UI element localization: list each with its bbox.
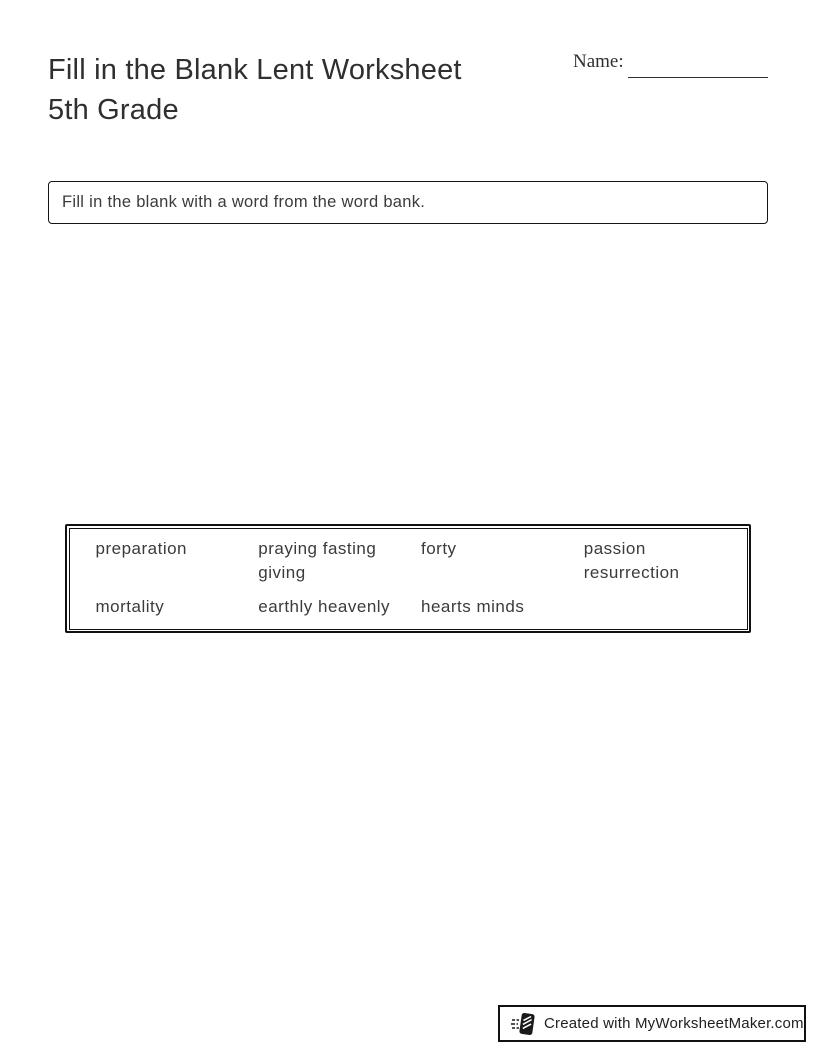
worksheetmaker-logo-icon: [511, 1011, 537, 1037]
word-bank-item: hearts minds: [421, 596, 525, 616]
word-bank-item: passion resurrection: [583, 538, 680, 582]
page-title-line-1: Fill in the Blank Lent Worksheet: [48, 54, 462, 86]
credit-text: Created with MyWorksheetMaker.com: [544, 1015, 804, 1032]
page-title-line-2: 5th Grade: [48, 94, 179, 126]
word-bank-item-empty: [584, 595, 747, 619]
credit-box: [498, 1005, 806, 1042]
word-bank-item: preparation: [95, 538, 188, 558]
word-bank-item: mortality: [95, 596, 165, 616]
word-bank-item: praying fasting giving: [258, 538, 377, 582]
name-blank-line: [628, 77, 768, 78]
word-bank-box: [65, 524, 751, 633]
name-label: Name:: [573, 51, 624, 72]
instructions-text: Fill in the blank with a word from the word bank.: [62, 193, 426, 211]
word-bank-item: forty: [421, 538, 457, 558]
instructions-box: [48, 181, 768, 224]
word-bank-item: earthly heavenly: [258, 596, 391, 616]
page-title: [48, 50, 462, 130]
word-bank-grid: [69, 528, 748, 630]
